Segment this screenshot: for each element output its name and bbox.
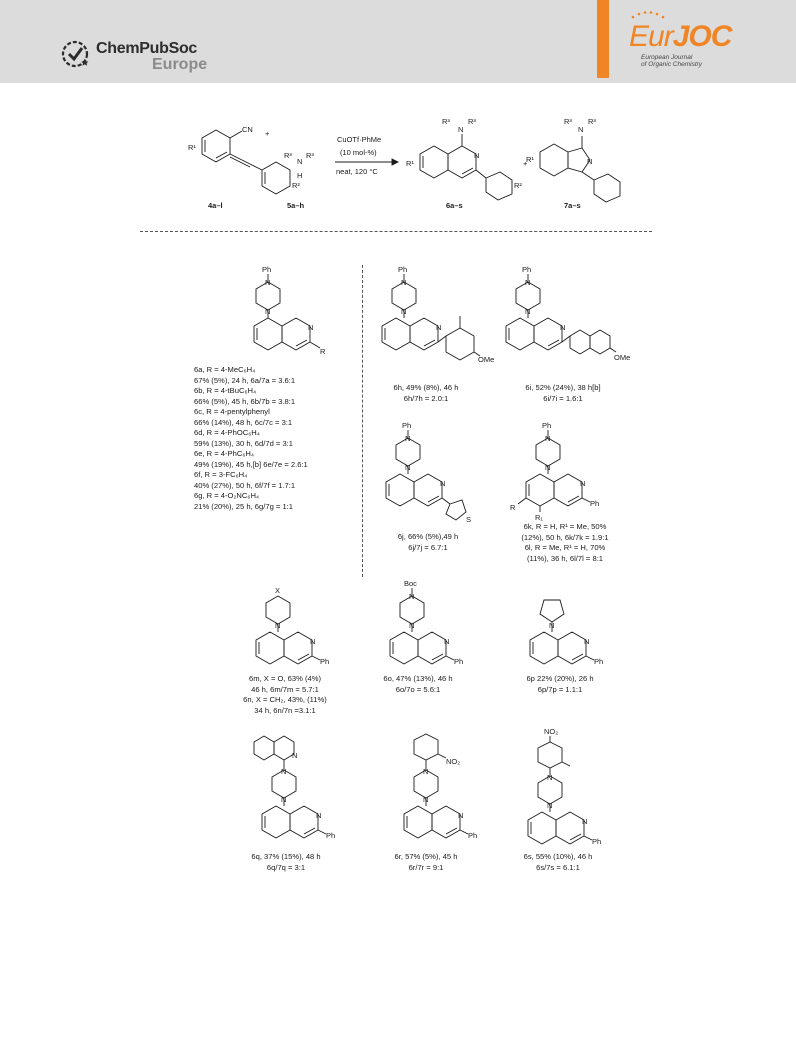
atom-r: R (320, 347, 326, 356)
plus-2: + (523, 159, 528, 168)
caption-line: 6m, X = O, 63% (4%) (249, 674, 321, 683)
caption-line: 6o/7o = 5.6:1 (395, 684, 441, 694)
structure-6s (510, 726, 620, 852)
journal-wordmark (629, 20, 731, 54)
atom-x: X (275, 586, 281, 595)
caption-line: 6q, 37% (15%), 48 h (251, 852, 321, 861)
structure-6a-g (240, 262, 350, 362)
structure-6k-6l (510, 418, 620, 522)
caption-line: 6b, R = 4-tBuC₆H₄ (194, 386, 257, 395)
atom-ph: Ph (468, 831, 478, 840)
atom-n: N (281, 795, 287, 804)
prod-atom-n-ring: N (474, 151, 480, 160)
structure-6o (374, 576, 474, 676)
atom-n: N (275, 621, 281, 630)
caption-line: 6k, R = H, R¹ = Me, 50% (523, 522, 607, 531)
caption-line: 6p/7p = 1.1:1 (537, 684, 583, 694)
atom-n: N (547, 801, 553, 810)
atom-n: N (401, 307, 407, 316)
journal-header (0, 0, 796, 83)
structure-6m-6n (240, 584, 340, 679)
caption-6m-6n (230, 674, 340, 716)
p7-atom-r3a: R³ (564, 117, 572, 126)
caption-line: 66% (14%), 48 h, 6c/7c = 3:1 (194, 417, 293, 427)
atom-ome: OMe (614, 353, 631, 362)
journal-accent-bar (597, 0, 609, 78)
caption-6k-6l (500, 522, 630, 564)
plus-1: + (265, 129, 270, 138)
reaction-scheme (180, 112, 620, 212)
structure-6q (238, 734, 348, 854)
atom-ph: Ph (320, 657, 330, 666)
caption-line: 6s/7s = 6.1:1 (536, 862, 580, 872)
caption-line: 59% (13%), 30 h, 6d/7d = 3:1 (194, 438, 293, 448)
atom-ph: Ph (592, 837, 602, 846)
journal-fullname-line2: of Organic Chemistry (641, 61, 703, 68)
caption-6o (368, 674, 468, 695)
atom-h: H (297, 171, 303, 180)
atom-n: N (316, 811, 322, 820)
caption-line: 6f, R = 3-FC₆H₄ (194, 470, 248, 479)
atom-n: N (547, 773, 553, 782)
atom-n: N (423, 767, 429, 776)
atom-r2: R² (292, 181, 300, 190)
product2-label: 7a–s (564, 201, 581, 210)
reactant1-label: 4a–l (208, 201, 223, 210)
atom-n: N (436, 323, 442, 332)
column-divider (362, 265, 363, 577)
atom-n: N (265, 307, 271, 316)
caption-line: 34 h, 6n/7n =3.1:1 (254, 705, 316, 715)
conditions-line1: CuOTf·PhMe (337, 135, 382, 144)
p7-atom-n-ring: N (587, 157, 593, 166)
journal-fullname-line1: European Journal (641, 54, 693, 61)
caption-line: 40% (27%), 50 h, 6f/7f = 1.7:1 (194, 480, 296, 490)
journal-fullname (641, 54, 702, 68)
atom-ph: Ph (590, 499, 600, 508)
atom-n: N (525, 307, 531, 316)
caption-line: 6l, R = Me, R¹ = H, 70% (524, 543, 606, 552)
atom-r: R (510, 503, 516, 512)
p7-atom-r1: R¹ (526, 155, 534, 164)
atom-n: N (423, 795, 429, 804)
atom-n: N (545, 434, 551, 443)
caption-line: 6h/7h = 2.0:1 (403, 393, 449, 403)
caption-line: 6s, 55% (10%), 46 h (523, 852, 593, 861)
caption-6i (508, 383, 618, 404)
publisher-name: ChemPubSoc (96, 40, 198, 57)
atom-n: N (409, 592, 415, 601)
atom-n: N (458, 811, 464, 820)
caption-line: 6e, R = 4-PhC₆H₄ (194, 449, 254, 458)
atom-ph: Ph (522, 265, 532, 274)
caption-6p (510, 674, 610, 695)
atom-no2: NO₂ (446, 757, 461, 766)
atom-n: N (265, 278, 271, 287)
atom-r3b: R³ (306, 151, 314, 160)
caption-line: 66% (5%), 45 h, 6b/7b = 3.8:1 (194, 396, 296, 406)
caption-line: 6d, R = 4-PhOC₆H₄ (194, 428, 260, 437)
caption-line: 6a, R = 4-MeC₆H₄ (194, 365, 256, 374)
caption-6j (378, 532, 478, 553)
atom-r1: R¹ (188, 143, 196, 152)
prod-atom-r3a: R³ (442, 117, 450, 126)
atom-n: N (584, 637, 590, 646)
atom-boc: Boc (404, 579, 417, 588)
caption-6h (376, 383, 476, 404)
atom-no2: NO₂ (544, 727, 559, 736)
atom-n: N (401, 278, 407, 287)
reactant2-label: 5a–h (287, 201, 305, 210)
p7-atom-n: N (578, 125, 584, 134)
atom-n: N (405, 434, 411, 443)
atom-n: N (405, 463, 411, 472)
caption-line: 6h, 49% (8%), 46 h (393, 383, 459, 392)
caption-6s (508, 852, 608, 873)
atom-n: N (580, 479, 586, 488)
atom-ph: Ph (454, 657, 464, 666)
atom-n1: N (297, 157, 303, 166)
caption-line: 6j, 66% (5%),49 h (397, 532, 459, 541)
atom-ph: Ph (262, 265, 272, 274)
p7-atom-r3b: R³ (588, 117, 596, 126)
caption-6a-g (194, 365, 308, 512)
caption-line: 49% (19%), 45 h,[b] 6e/7e = 2.6:1 (194, 459, 308, 469)
caption-line: 6g, R = 4-O₂NC₆H₄ (194, 491, 260, 500)
caption-6r (376, 852, 476, 873)
atom-n: N (308, 323, 314, 332)
caption-line: 6q/7q = 3:1 (266, 862, 306, 872)
caption-6q (236, 852, 336, 873)
chempubsoc-emblem-icon (60, 38, 92, 70)
atom-ph: Ph (398, 265, 408, 274)
wordmark-eur: Eur (629, 20, 673, 53)
conditions-line2: (10 mol-%) (340, 148, 377, 157)
caption-line: 21% (20%), 25 h, 6g/7g = 1:1 (194, 501, 293, 511)
caption-line: 6p 22% (20%), 26 h (526, 674, 594, 683)
prod-atom-n: N (458, 125, 464, 134)
atom-n: N (310, 637, 316, 646)
atom-r1: R₁ (535, 513, 543, 522)
conditions-line3: neat, 120 °C (336, 167, 378, 176)
scheme-divider (140, 231, 652, 232)
publisher-region: Europe (152, 56, 208, 73)
caption-line: 6r/7r = 9:1 (408, 862, 444, 872)
atom-n: N (409, 621, 415, 630)
atom-n: N (292, 751, 298, 760)
atom-n: N (440, 479, 446, 488)
caption-line: (12%), 50 h, 6k/7k = 1.9:1 (521, 532, 609, 542)
product1-label: 6a–s (446, 201, 463, 210)
chempubsoc-logo (60, 38, 230, 78)
caption-line: 6j/7j = 6.7:1 (408, 542, 448, 552)
atom-s: S (466, 515, 472, 524)
caption-line: 6r, 57% (5%), 45 h (394, 852, 458, 861)
structure-6p (514, 588, 614, 678)
atom-n: N (582, 817, 588, 826)
caption-line: 6c, R = 4-pentylphenyl (194, 407, 270, 416)
structure-6h (376, 262, 495, 372)
atom-n: N (549, 621, 555, 630)
caption-line: 46 h, 6m/7m = 5.7:1 (251, 684, 319, 694)
atom-ph: Ph (326, 831, 336, 840)
caption-line: 6i/7i = 1.6:1 (543, 393, 583, 403)
prod-atom-r2: R² (514, 181, 522, 190)
eurjoc-logo (617, 10, 787, 76)
caption-line: 6i, 52% (24%), 38 h[b] (525, 383, 601, 392)
atom-ph: Ph (542, 421, 552, 430)
caption-line: 67% (5%), 24 h, 6a/7a = 3.6:1 (194, 375, 296, 385)
atom-ome: OMe (478, 355, 495, 364)
caption-line: 6n, X = CH₂, 43%, (11%) (243, 695, 327, 704)
atom-n: N (525, 278, 531, 287)
atom-r3a: R³ (284, 151, 292, 160)
atom-ph: Ph (594, 657, 604, 666)
structure-6j (380, 418, 480, 528)
structure-6r (378, 734, 488, 854)
atom-ph: Ph (402, 421, 412, 430)
atom-n: N (444, 637, 450, 646)
caption-line: 6o, 47% (13%), 46 h (383, 674, 453, 683)
atom-n: N (560, 323, 566, 332)
prod-atom-r3b: R³ (468, 117, 476, 126)
wordmark-joc: JOC (672, 20, 732, 53)
caption-line: (11%), 36 h, 6l/7l = 8:1 (526, 553, 604, 563)
prod-atom-r1: R¹ (406, 159, 414, 168)
atom-n: N (281, 767, 287, 776)
atom-n: N (545, 463, 551, 472)
atom-cn: CN (242, 125, 253, 134)
structure-6i (500, 262, 630, 372)
